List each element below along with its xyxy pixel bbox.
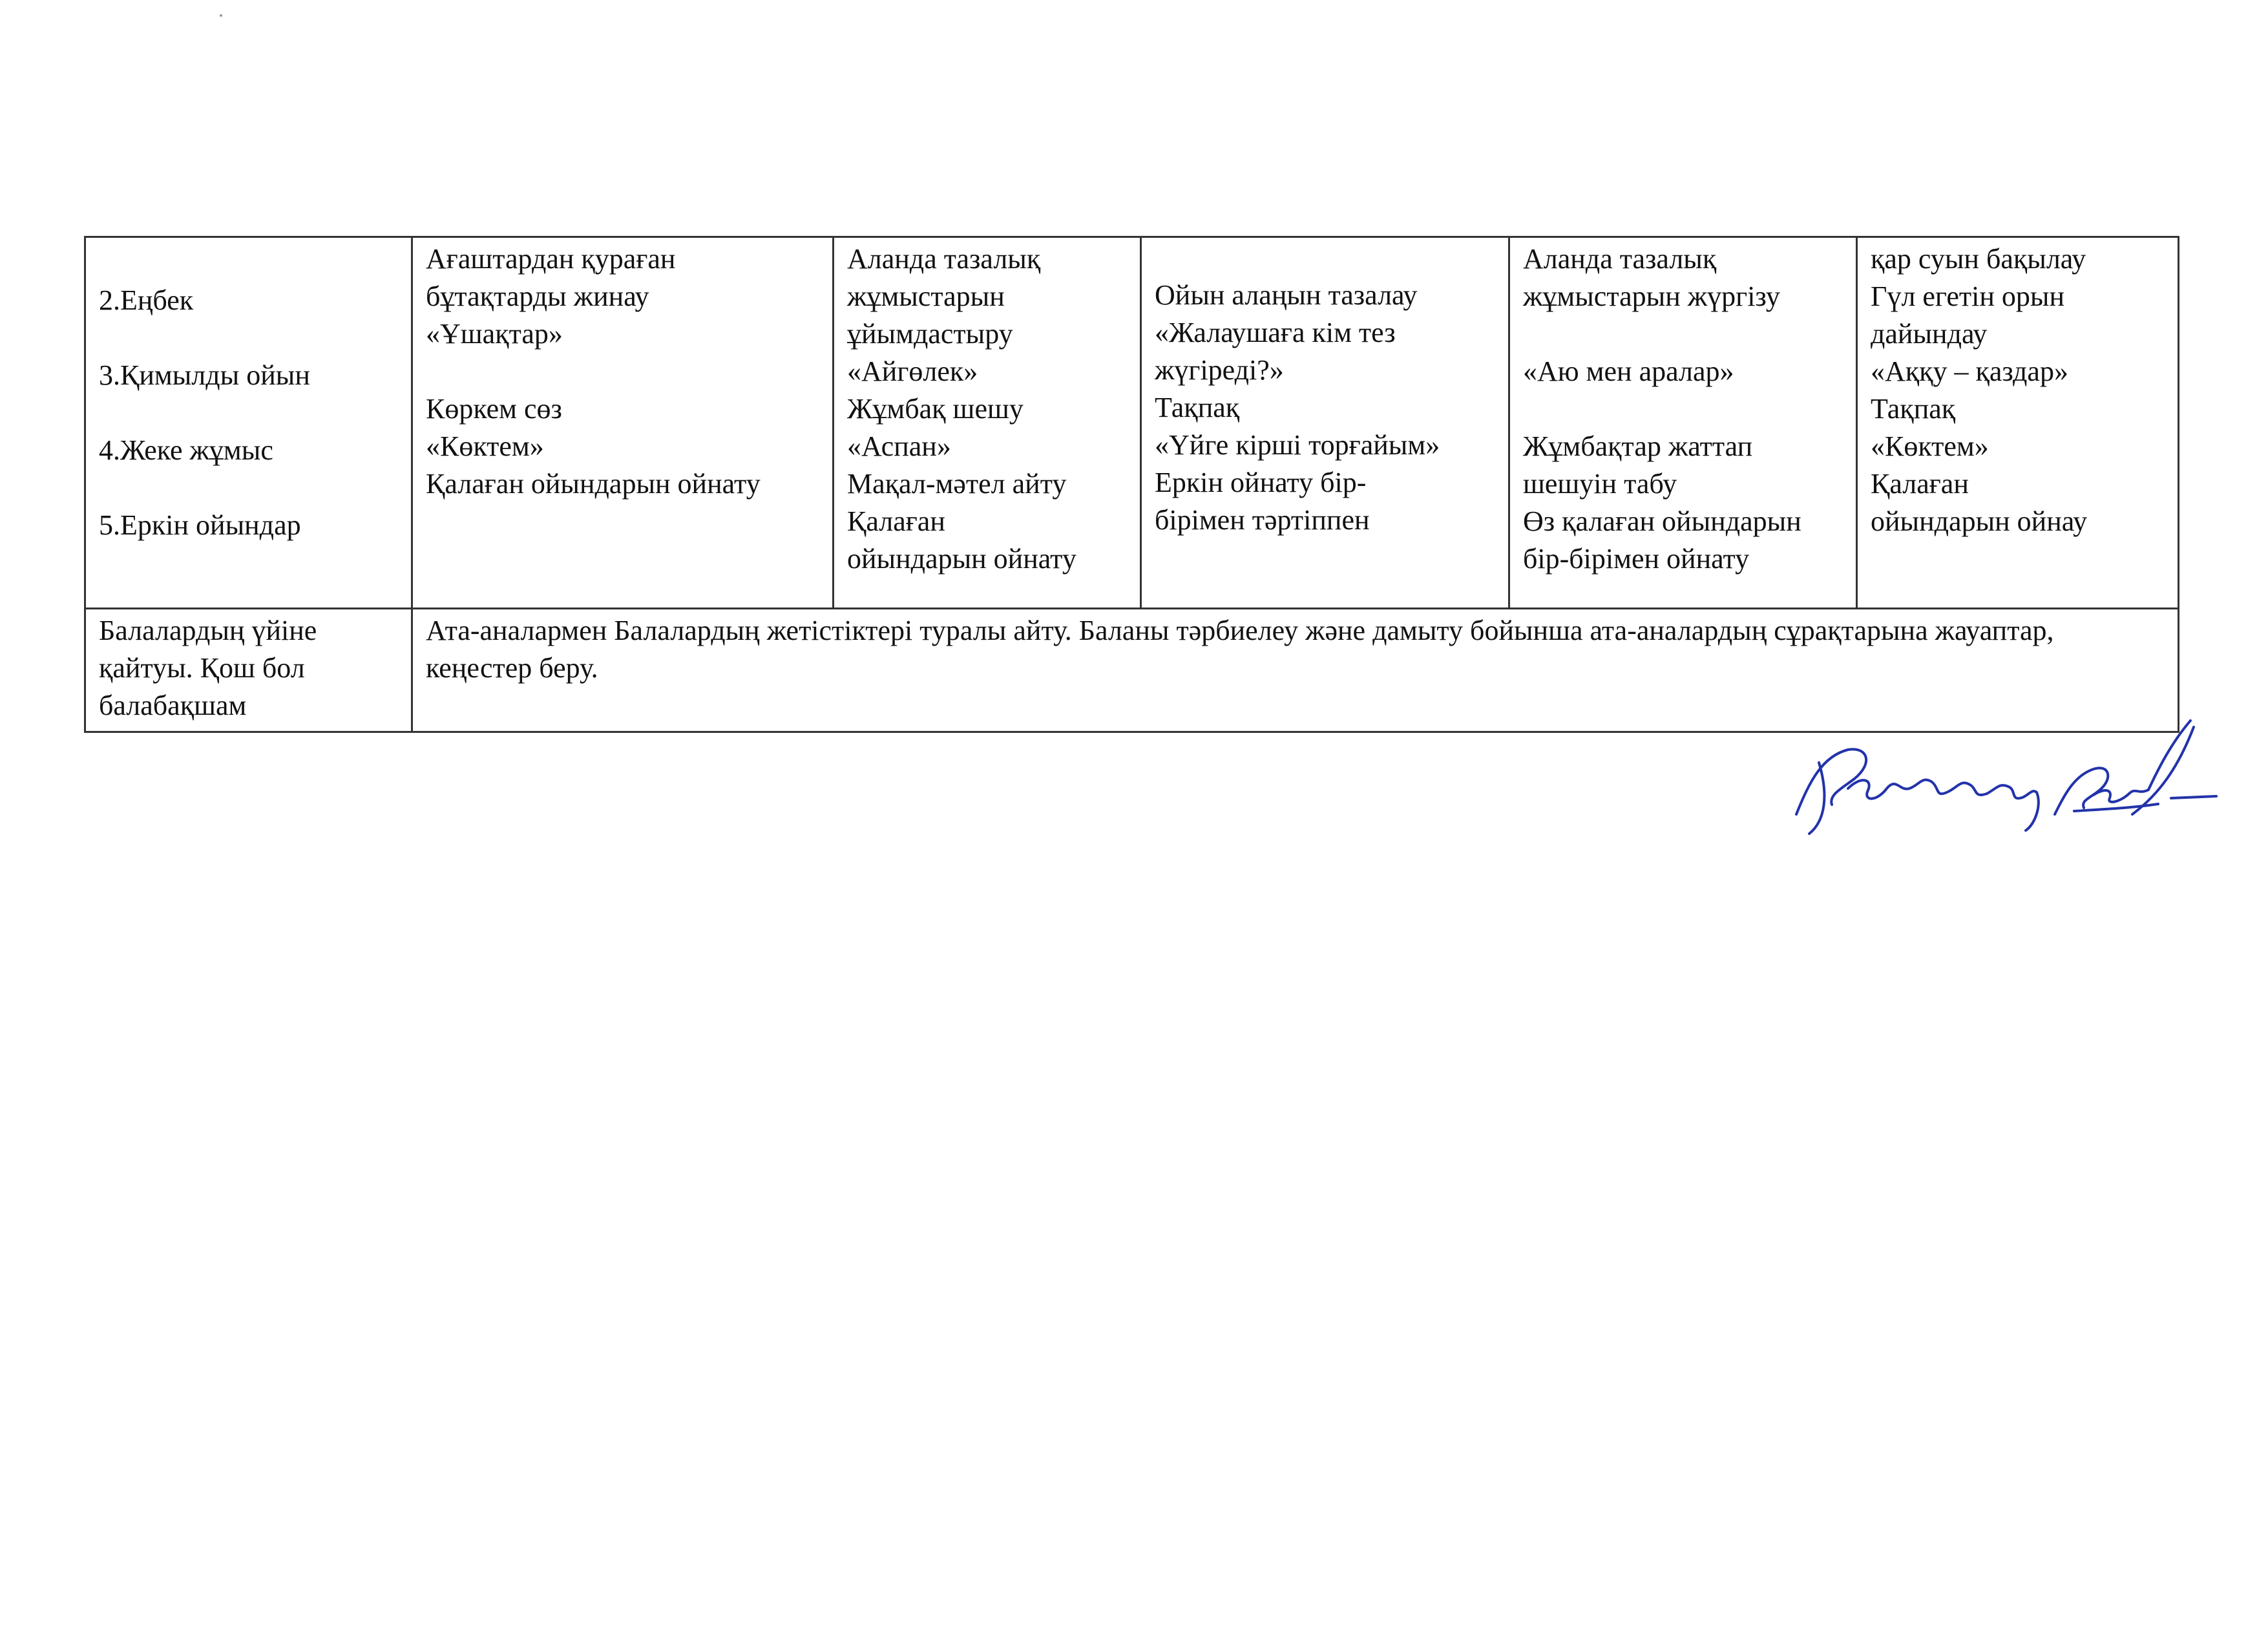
cell-line: Тақпақ xyxy=(1155,392,1240,423)
cell-line: Мақал-мәтел айту xyxy=(847,468,1067,500)
cell-line: ойындарын ойнату xyxy=(847,543,1076,575)
activity-list-cell xyxy=(85,237,412,609)
activity-item-free-games: 5.Еркін ойындар xyxy=(99,509,301,541)
day-cell-5 xyxy=(1857,237,2179,609)
cell-line: Еркін ойнату бір- xyxy=(1155,467,1367,498)
table-row-activities xyxy=(85,237,2179,609)
handwritten-signature xyxy=(1770,666,2223,860)
cell-line: қар суын бақылау xyxy=(1871,243,2086,275)
cell-line: Өз қалаған ойындарын xyxy=(1523,505,1801,537)
activity-item-labor: 2.Еңбек xyxy=(99,284,194,316)
cell-line: «Аққу – қаздар» xyxy=(1871,355,2068,387)
cell-line: «Айгөлек» xyxy=(847,355,978,387)
cell-line xyxy=(1523,390,1844,428)
activity-item-individual-work: 4.Жеке жұмыс xyxy=(99,434,273,466)
cell-line: қайтуы. Қош бол xyxy=(99,652,305,684)
cell-line: «Үйге кірші торғайым» xyxy=(1155,429,1440,461)
cell-line: шешуін табу xyxy=(1523,468,1677,500)
cell-line: Гүл егетін орын xyxy=(1871,280,2065,312)
cell-line: дайындау xyxy=(1871,318,1988,350)
cell-line: Көркем сөз xyxy=(426,393,562,425)
daily-plan-table xyxy=(84,236,2179,733)
cell-line: бұтақтарды жинау xyxy=(426,280,649,312)
cell-line: Ағаштардан қураған xyxy=(426,243,676,275)
departure-text-cell: Ата-аналармен Балалардың жетістіктері туралы айту. Баланы тәрбиелеу және дамыту бойынша ата-аналардың сұрақтарына жауаптар, кеңестер беру. xyxy=(412,609,2179,732)
cell-line: Қалаған xyxy=(847,505,945,537)
activity-item-movement-game: 3.Қимылды ойын xyxy=(99,359,310,391)
cell-line: «Жалаушаға кім тез xyxy=(1155,317,1396,348)
scan-speck xyxy=(220,14,222,17)
cell-line: балабақшам xyxy=(99,690,247,721)
cell-line: «Көктем» xyxy=(426,430,544,462)
cell-line: Қалаған xyxy=(1871,468,1969,500)
cell-line: Жұмбақтар жаттап xyxy=(1523,430,1753,462)
day-cell-2 xyxy=(834,237,1141,609)
cell-line xyxy=(1523,315,1844,353)
day-cell-1 xyxy=(412,237,834,609)
cell-line: Аланда тазалық xyxy=(1523,243,1717,275)
cell-line xyxy=(426,353,821,390)
cell-line: жүгіреді?» xyxy=(1155,354,1284,386)
cell-line: жұмыстарын xyxy=(847,280,1005,312)
cell-line: Қалаған ойындарын ойнату xyxy=(426,468,761,500)
cell-line: «Көктем» xyxy=(1871,430,1989,462)
cell-line: Аланда тазалық xyxy=(847,243,1041,275)
departure-label-cell xyxy=(85,609,412,732)
cell-line: бір-бірімен ойнату xyxy=(1523,543,1750,575)
cell-line: Ойын алаңын тазалау xyxy=(1155,279,1418,311)
cell-line: «Аспан» xyxy=(847,430,951,462)
cell-line: Тақпақ xyxy=(1871,393,1956,425)
cell-line: Жұмбақ шешу xyxy=(847,393,1024,425)
cell-line: жұмыстарын жүргізу xyxy=(1523,280,1780,312)
cell-line: «Аю мен аралар» xyxy=(1523,355,1734,387)
cell-line: ойындарын ойнау xyxy=(1871,505,2088,537)
day-cell-4 xyxy=(1509,237,1857,609)
cell-line: бірімен тәртіппен xyxy=(1155,504,1370,536)
cell-line: Балалардың үйіне xyxy=(99,615,317,646)
cell-line: «Ұшақтар» xyxy=(426,318,563,350)
day-cell-3 xyxy=(1141,237,1509,609)
cell-line: ұйымдастыру xyxy=(847,318,1013,350)
